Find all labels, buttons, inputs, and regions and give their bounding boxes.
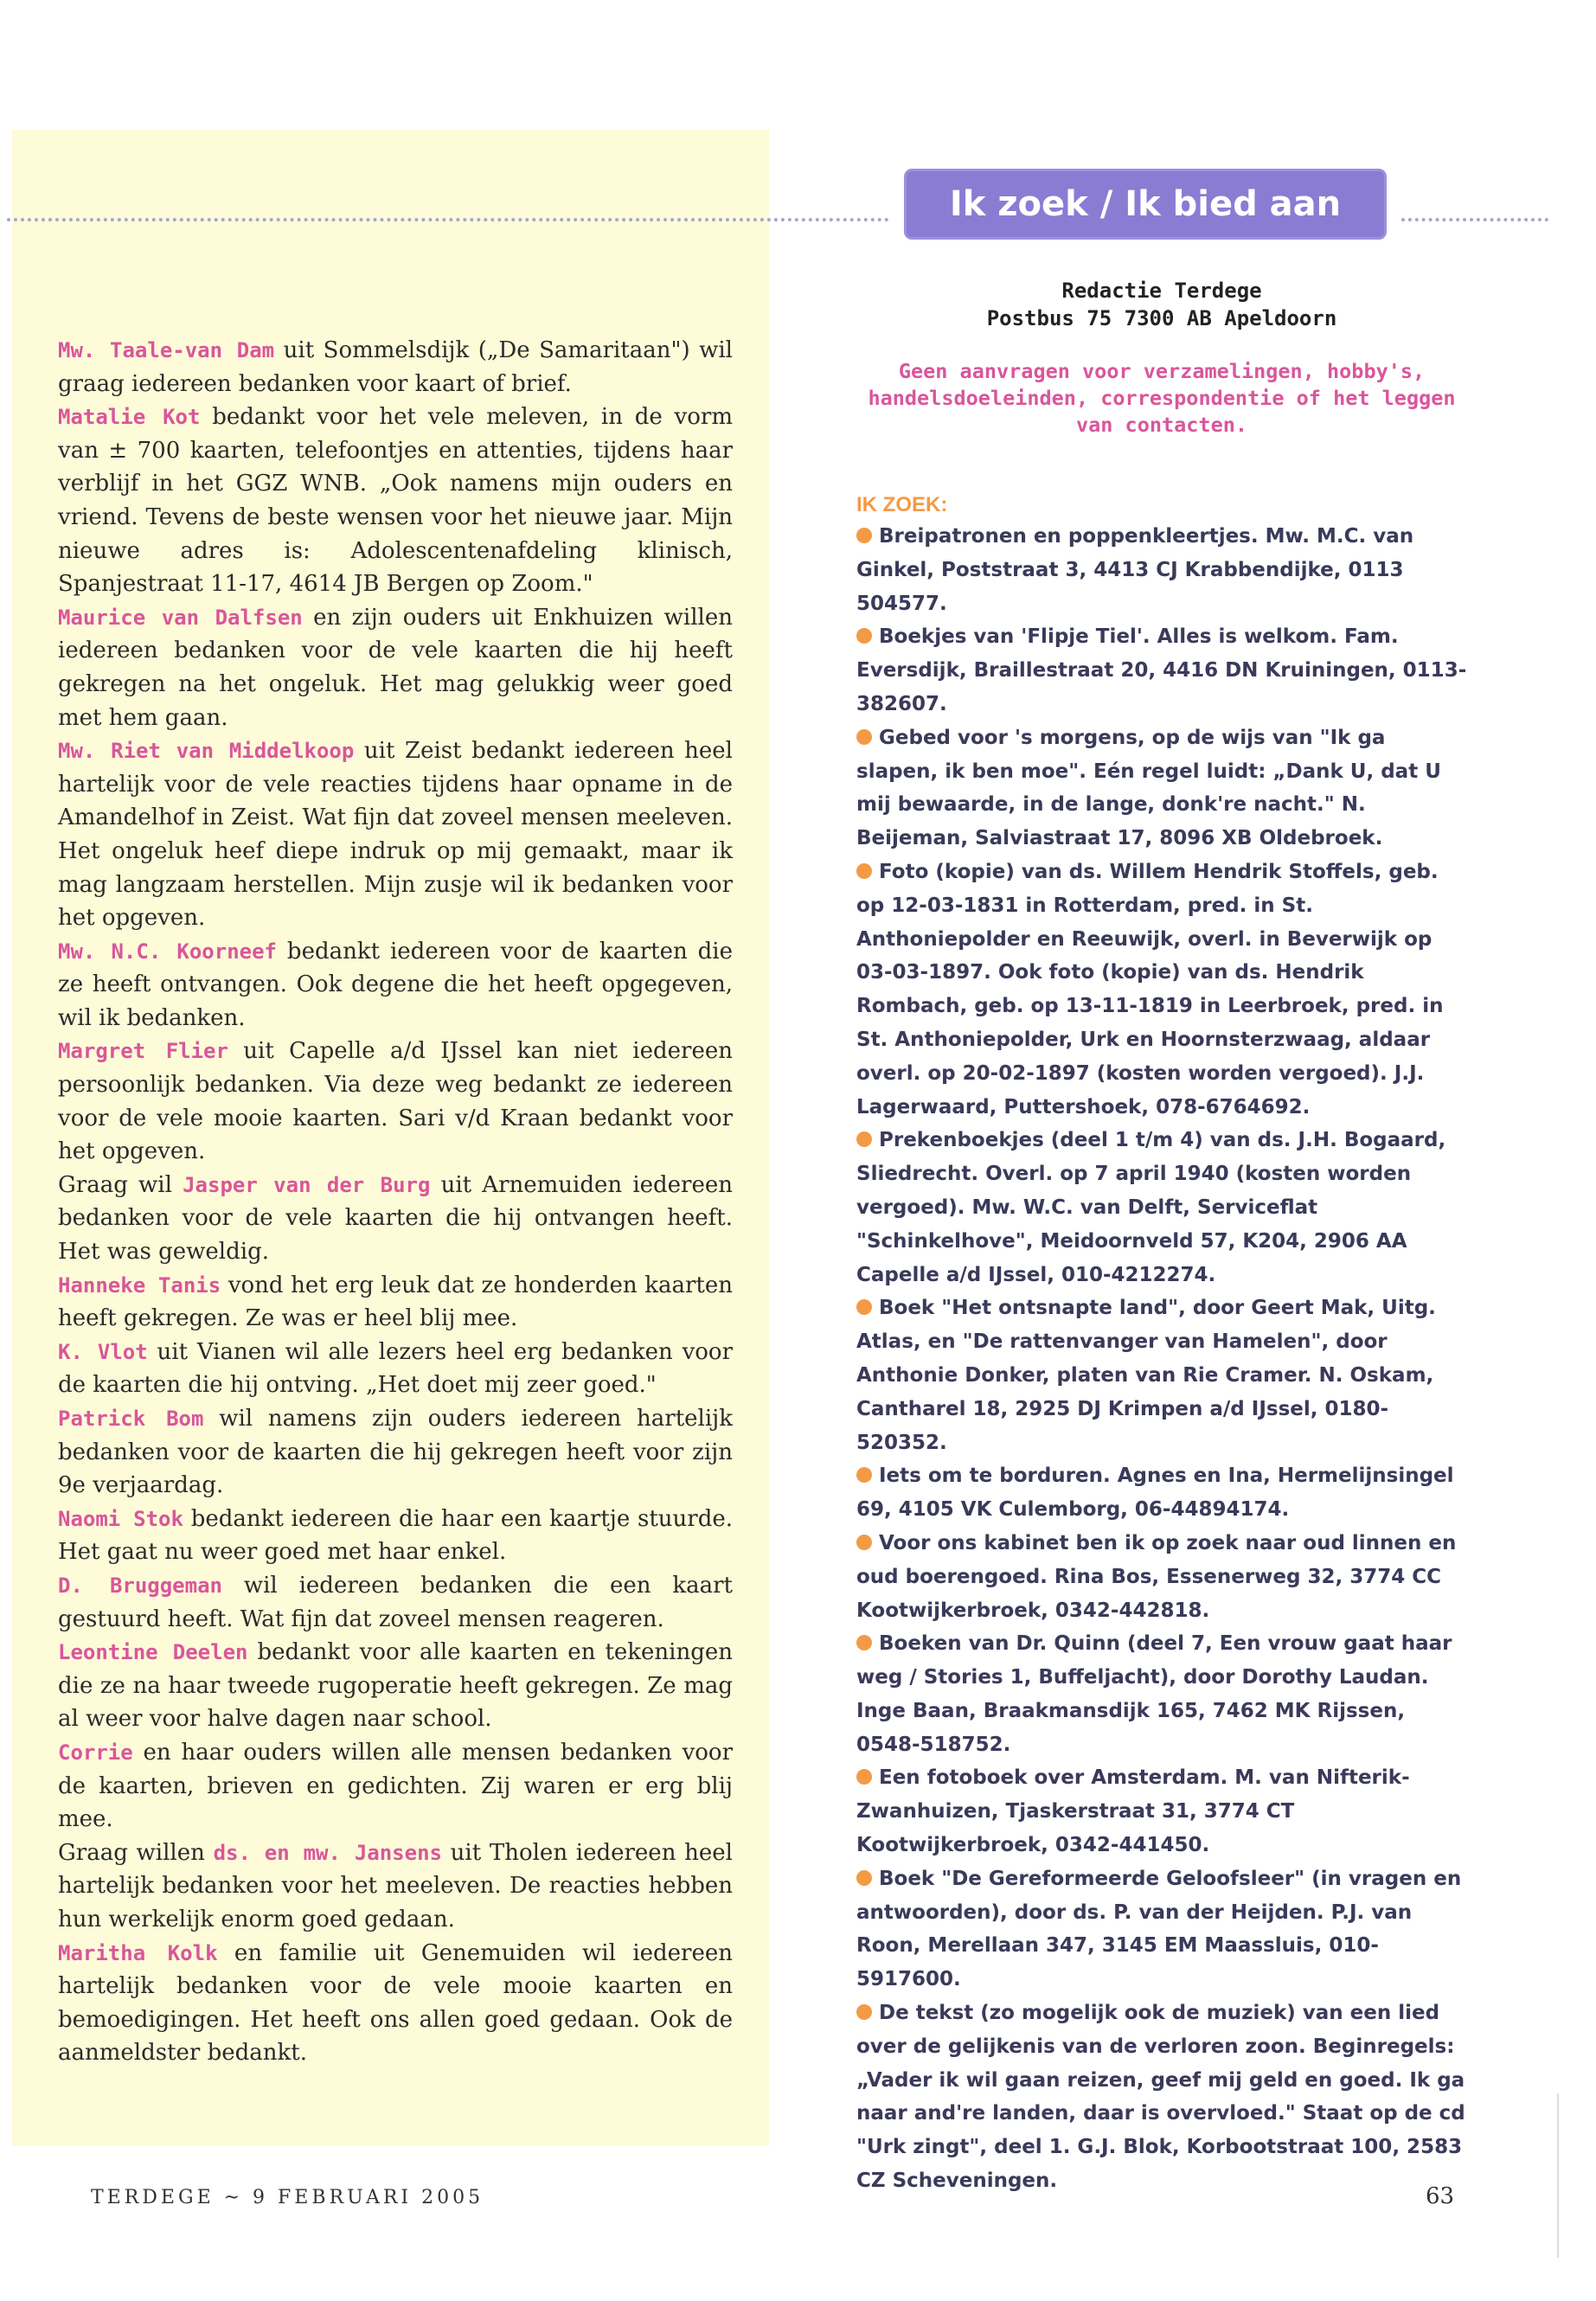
ad-item: [856, 856, 1467, 1124]
thanks-text: bedankt iedereen die haar een kaartje stuurde. Het gaat nu weer goed met haar enkel.: [58, 1505, 733, 1566]
thanks-name: ds. en mw. Jansens: [213, 1840, 442, 1865]
ad-item: [856, 520, 1467, 620]
ad-text: Boek "Het ontsnapte land", door Geert Mak, Uitg. Atlas, en "De rattenvanger van Hamelen", door Anthonie Donker, platen van Rie Cramer. N. Oskam, Cantharel 18, 2925 DJ Krimpen a/d IJssel, 0180-520352.: [856, 1297, 1436, 1454]
thanks-entry: [58, 1836, 733, 1937]
page-number: 63: [1426, 2183, 1455, 2209]
notice-text: Geen aanvragen voor verzamelingen, hobby's, handelsdoeleinden, correspondentie of het leggen van contacten.: [868, 359, 1456, 437]
thanks-entry: [58, 935, 733, 1035]
thanks-name: Matalie Kot: [58, 405, 201, 430]
bullet-dot-icon: [856, 1870, 872, 1886]
thanks-name: Patrick Bom: [58, 1407, 204, 1431]
ad-text: Boeken van Dr. Quinn (deel 7, Een vrouw gaat haar weg / Stories 1, Buffeljacht), door Dorothy Laudan. Inge Baan, Braakmansdijk 165, 7462 MK Rijssen, 0548-518752.: [856, 1632, 1452, 1756]
thanks-prefix: Graag willen: [58, 1839, 214, 1866]
editorial-postbox: Postbus 75 7300 AB Apeldoorn: [986, 306, 1337, 330]
thanks-prefix: Graag wil: [58, 1171, 183, 1198]
ad-text: Iets om te borduren. Agnes en Ina, Hermelijnsingel 69, 4105 VK Culemborg, 06-44894174.: [856, 1465, 1454, 1522]
bullet-dot-icon: [856, 2004, 872, 2020]
dotted-divider-right: [1401, 218, 1548, 221]
thanks-name: Mw. Riet van Middelkoop: [58, 739, 355, 764]
thanks-name: D. Bruggeman: [58, 1573, 222, 1598]
ad-item: [856, 1527, 1467, 1627]
thanks-text: en haar ouders willen alle mensen bedanken voor de kaarten, brieven en gedichten. Zij waren er erg blij mee.: [58, 1739, 733, 1833]
thanks-column: [58, 334, 733, 2070]
ad-text: Boek "De Gereformeerde Geloofsleer" (in vragen en antwoorden), door ds. P. van der Heijden. P.J. van Roon, Merellaan 347, 3145 EM Maassluis, 010-5917600.: [856, 1867, 1462, 1991]
ad-item: [856, 620, 1467, 721]
page-edge-line: [1557, 2093, 1559, 2258]
thanks-name: Margret Flier: [58, 1039, 228, 1064]
ad-item: [856, 1292, 1467, 1459]
ik-zoek-heading: IK ZOEK:: [856, 493, 948, 516]
ads-column: [856, 277, 1467, 2198]
thanks-name: Maurice van Dalfsen: [58, 605, 303, 630]
thanks-name: Jasper van der Burg: [183, 1172, 431, 1197]
thanks-text: uit Vianen wil alle lezers heel erg bedanken voor de kaarten die hij ontving. „Het doet mij zeer goed.": [58, 1338, 734, 1399]
thanks-text: uit Sommelsdijk („De Samaritaan") wil graag iedereen bedanken voor kaart of brief.: [58, 337, 733, 397]
thanks-entry: [58, 1035, 733, 1168]
thanks-name: Hanneke Tanis: [58, 1272, 221, 1298]
thanks-entry: [58, 601, 733, 734]
ad-item: [856, 1627, 1467, 1761]
thanks-entry: [58, 1503, 733, 1569]
thanks-name: K. Vlot: [58, 1339, 148, 1364]
thanks-entry: [58, 1736, 733, 1836]
thanks-text: vond het erg leuk dat ze honderden kaarten heeft gekregen. Ze was er heel blij mee.: [58, 1272, 733, 1332]
thanks-name: Maritha Kolk: [58, 1940, 218, 1965]
ad-text: Foto (kopie) van ds. Willem Hendrik Stoffels, geb. op 12-03-1831 in Rotterdam, pred. in St. Anthoniepolder en Reeuwijk, overl. in Beverwijk op 03-03-1897. Ook foto (kopie) van ds. Hendrik Rombach, geb. op 13-11-1819 in Leerbroek, pred. in St. Anthoniepolder, Urk en Hoornsterzwaag, aldaar overl. op 20-02-1897 (kosten worden vergoed). J.J. Lagerwaard, Puttershoek, 078-6764692.: [856, 860, 1444, 1118]
ad-item: [856, 1124, 1467, 1292]
bullet-dot-icon: [856, 528, 872, 543]
thanks-entry: [58, 1569, 733, 1636]
thanks-text: uit Arnemuiden iedereen bedanken voor de vele kaarten die hij ontvangen heeft. Het was geweldig.: [58, 1171, 733, 1266]
thanks-entry: [58, 401, 733, 601]
ad-item: [856, 1459, 1467, 1527]
thanks-text: uit Capelle a/d IJssel kan niet iedereen persoonlijk bedanken. Via deze weg bedankt ze iedereen voor de vele mooie kaarten. Sari v/d Kraan bedankt voor het opgeven.: [58, 1038, 733, 1165]
footer-publication: TERDEGE ~ 9 FEBRUARI 2005: [91, 2187, 484, 2208]
ad-text: De tekst (zo mogelijk ook de muziek) van een lied over de gelijkenis van de verloren zoon. Beginregels: „Vader ik wil gaan reizen, geef mij geld en goed. Ik ga naar and're landen, daar is overvloed." Staat op de cd "Urk zingt", deel 1. G.J. Blok, Korbootstraat 100, 2583 CZ Scheveningen.: [856, 2002, 1465, 2193]
dotted-divider-left: [7, 218, 889, 221]
ad-text: Prekenboekjes (deel 1 t/m 4) van ds. J.H. Bogaard, Sliedrecht. Overl. op 7 april 1940 (kosten worden vergoed). Mw. W.C. van Delft, Serviceflat "Schinkelhove", Meidoornveld 57, K204, 2906 AA Capelle a/d IJssel, 010-4212274.: [856, 1129, 1446, 1286]
bullet-dot-icon: [856, 729, 872, 745]
thanks-entry: [58, 1937, 733, 2070]
thanks-entry: [58, 1402, 733, 1503]
thanks-name: Naomi Stok: [58, 1506, 183, 1531]
ad-text: Gebed voor 's morgens, op de wijs van "Ik ga slapen, ik ben moe". Eén regel luidt: „Dank U, dat U mij bewaarde, in de lange, donk're nacht." N. Beijeman, Salviastraat 17, 8096 XB Oldebroek.: [856, 726, 1441, 850]
ad-text: Voor ons kabinet ben ik op zoek naar oud linnen en oud boerengoed. Rina Bos, Essenerweg 32, 3774 CC Kootwijkerbroek, 0342-442818.: [856, 1531, 1457, 1622]
thanks-text: bedankt voor het vele meleven, in de vorm van ± 700 kaarten, telefoontjes en attenties, tijdens haar verblijf in het GGZ WNB. „Ook namens mijn ouders en vriend. Tevens de beste wensen voor het nieuwe jaar. Mijn nieuwe adres is: Adolescentenafdeling klinisch, Spanjestraat 11-17, 4614 JB Bergen op Zoom.": [58, 404, 733, 598]
thanks-entry: [58, 1636, 733, 1736]
thanks-entry: [58, 334, 733, 401]
thanks-entry: [58, 1169, 733, 1269]
ad-item: [856, 1997, 1467, 2198]
bullet-dot-icon: [856, 1467, 872, 1483]
bullet-dot-icon: [856, 1635, 872, 1650]
thanks-name: Corrie: [58, 1740, 133, 1765]
editorial-name: Redactie Terdege: [1061, 279, 1262, 303]
thanks-text: en zijn ouders uit Enkhuizen willen iedereen bedanken voor de vele kaarten die hij heeft gekregen na het ongeluk. Het mag gelukkig weer goed met hem gaan.: [58, 604, 733, 731]
ad-text: Een fotoboek over Amsterdam. M. van Nifterik-Zwanhuizen, Tjaskerstraat 31, 3774 CT Kootwijkerbroek, 0342-441450.: [856, 1766, 1410, 1857]
thanks-entry: [58, 734, 733, 935]
bullet-dot-icon: [856, 628, 872, 644]
thanks-text: wil namens zijn ouders iedereen hartelijk bedanken voor de kaarten die hij gekregen heeft voor zijn 9e verjaardag.: [58, 1406, 733, 1499]
thanks-name: Mw. Taale-van Dam: [58, 338, 275, 362]
thanks-text: uit Zeist bedankt iedereen heel hartelijk voor de vele reacties tijdens haar opname in de Amandelhof in Zeist. Wat fijn dat zoveel mensen meeleven. Het ongeluk heef diepe indruk op mij gemaakt, maar ik mag langzaam herstellen. Mijn zusje wil ik bedanken voor het opgeven.: [58, 738, 733, 932]
thanks-text: bedankt iedereen voor de kaarten die ze heeft ontvangen. Ook degene die het heeft opgegeven, wil ik bedanken.: [58, 938, 733, 1031]
thanks-text: bedankt voor alle kaarten en tekeningen die ze na haar tweede rugoperatie heeft gekregen. Ze mag al weer voor halve dagen naar school.: [58, 1639, 733, 1733]
bullet-dot-icon: [856, 863, 872, 879]
ad-item: [856, 1862, 1467, 1997]
thanks-text: uit Tholen iedereen heel hartelijk bedanken voor het meeleven. De reacties hebben hun werkelijk enorm goed gedaan.: [58, 1839, 733, 1932]
bullet-dot-icon: [856, 1131, 872, 1147]
thanks-entry: [58, 1269, 733, 1336]
thanks-name: Leontine Deelen: [58, 1640, 248, 1665]
thanks-name: Mw. N.C. Koorneef: [58, 939, 277, 964]
thanks-entry: [58, 1336, 733, 1402]
thanks-text: en familie uit Genemuiden wil iedereen hartelijk bedanken voor de vele mooie kaarten en bemoedigingen. Het heeft ons allen goed gedaan. Ook de aanmeldster bedankt.: [58, 1939, 734, 2067]
bullet-dot-icon: [856, 1299, 872, 1315]
section-banner: Ik zoek / Ik bied aan: [907, 171, 1384, 237]
thanks-text: wil iedereen bedanken die een kaart gestuurd heeft. Wat fijn dat zoveel mensen reageren.: [58, 1572, 733, 1632]
ad-item: [856, 1761, 1467, 1862]
ad-text: Boekjes van 'Flipje Tiel'. Alles is welkom. Fam. Eversdijk, Braillestraat 20, 4416 DN Kruiningen, 0113-382607.: [856, 625, 1467, 715]
editorial-address: [856, 277, 1467, 332]
bullet-dot-icon: [856, 1769, 872, 1785]
ad-text: Breipatronen en poppenkleertjes. Mw. M.C. van Ginkel, Poststraat 3, 4413 CJ Krabbendijke, 0113 504577.: [856, 525, 1414, 615]
ads-list: [856, 520, 1467, 2198]
ad-item: [856, 721, 1467, 856]
bullet-dot-icon: [856, 1535, 872, 1550]
